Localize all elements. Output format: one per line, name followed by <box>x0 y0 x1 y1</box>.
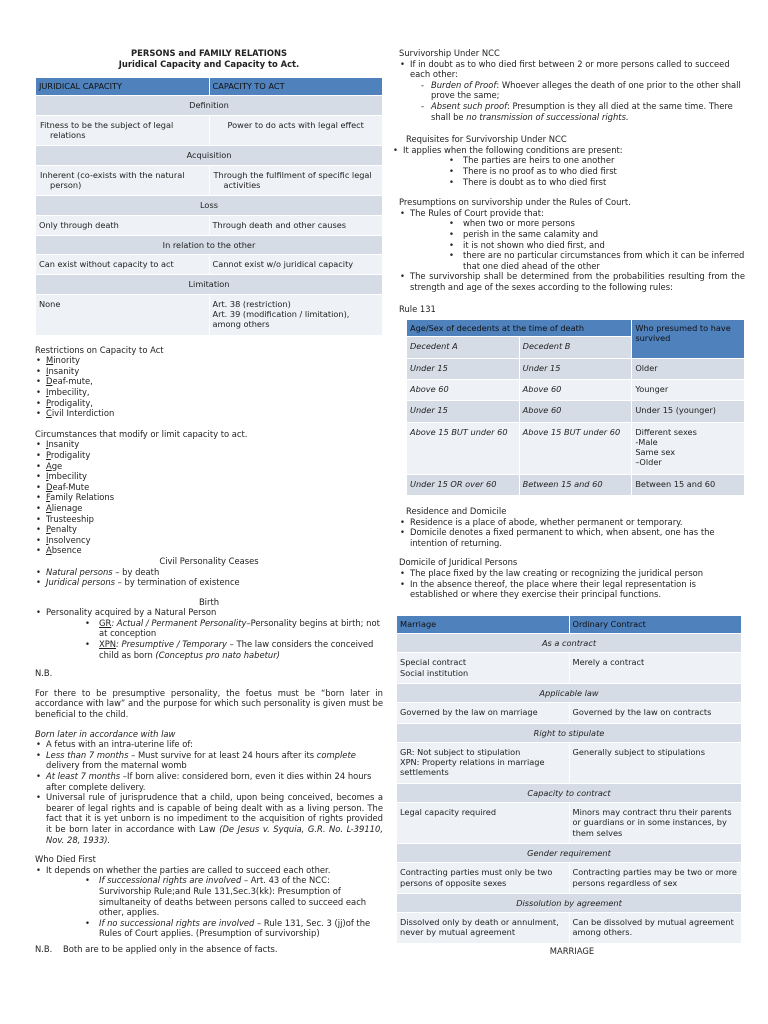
list-item: • Personality acquired by a Natural Person <box>35 607 383 618</box>
section-title: Acquisition <box>36 146 383 165</box>
item-text: : Whoever alleges the death of one prior to the other shall prove the same; <box>431 79 741 101</box>
list-item <box>35 355 383 366</box>
table-cell: Can be dissolved by mutual agreement among others. <box>569 913 742 944</box>
item-label: Natural persons <box>46 566 113 577</box>
surv-ncc-list <box>399 59 745 80</box>
table-cell: Under 15 <box>407 358 520 379</box>
section-row <box>397 893 742 912</box>
table-cell: Fitness to be the subject of legal relations <box>36 115 210 146</box>
gr-italic: : Actual / Permanent Personality <box>111 617 247 628</box>
dom-title: Domicile of Juridical Persons <box>399 557 518 568</box>
list-item <box>35 918 383 939</box>
item-text: mbecility, <box>48 387 90 398</box>
list-item: • when two or more persons <box>399 218 745 229</box>
item-initial: I <box>46 471 49 482</box>
list-item: • The place fixed by the law creating or recognizing the juridical person <box>399 568 745 579</box>
xpn-italic: : Presumptive / Temporary <box>116 639 228 650</box>
surv-ncc-sublist <box>399 80 745 122</box>
civil-ceases-title: Civil Personality Ceases <box>159 555 259 566</box>
birth-title: Birth <box>198 596 220 607</box>
nb2-text: Both are to be applied only in the absence of facts. <box>63 943 278 954</box>
table-cell: Inherent (co-exists with the natural person) <box>36 165 210 196</box>
item-text: nsanity <box>48 365 80 376</box>
list-item <box>35 503 383 514</box>
section-title: Right to stipulate <box>397 723 742 742</box>
item-text: nsanity <box>48 439 80 450</box>
section-row <box>397 843 742 862</box>
item-text: rodigality, <box>50 397 93 408</box>
table-cell: Special contract Social institution <box>397 653 570 684</box>
rule131-table <box>406 319 745 496</box>
table-header: Marriage <box>397 615 570 633</box>
rule131-label: Rule 131 <box>399 304 436 315</box>
list-item <box>35 567 383 578</box>
xpn-latin: (Conceptus pro nato habetur) <box>155 649 280 660</box>
item-text: mbecility <box>48 471 87 482</box>
section-row <box>397 634 742 653</box>
civil-ceases-list <box>35 567 383 588</box>
req-sublist <box>399 155 745 187</box>
table-cell: Dissolved only by death or annulment, never by mutual agreement <box>397 913 570 944</box>
list-item: • If in doubt as to who died first between 2 or more persons called to succeed each other: <box>399 59 745 80</box>
item-text: delivery from the maternal womb <box>46 760 187 771</box>
item-italic: At least 7 months <box>46 771 121 782</box>
list-item <box>35 376 383 387</box>
item-text: – Rule 131, Sec. 3 ( <box>254 917 338 928</box>
item-text: ge <box>51 460 63 471</box>
list-item <box>35 545 383 556</box>
item-italic: complete <box>316 749 356 760</box>
list-item: • There is doubt as to who died first <box>399 177 745 188</box>
table-cell: Contracting parties may be two or more persons regardless of sex <box>569 863 742 894</box>
marriage-table <box>396 615 742 944</box>
list-item: • it is not shown who died first, and <box>399 240 745 251</box>
list-item: • A fetus with an intra-uterine life of: <box>35 739 383 750</box>
table-row <box>407 474 745 495</box>
item-text: ivil Interdiction <box>51 408 115 419</box>
nb2-label: N.B. <box>35 943 53 954</box>
item-italic: If successional rights are involved <box>99 875 242 886</box>
list-item: • there are no particular circumstances from which it can be inferred that one died ahead of the other <box>399 250 745 271</box>
section-row <box>397 783 742 802</box>
table-cell: Between 15 and 60 <box>632 474 745 495</box>
who-died-title: Who Died First <box>35 854 96 865</box>
table-row <box>407 422 745 474</box>
footer-label: MARRIAGE <box>549 945 595 956</box>
table-row <box>397 803 742 844</box>
table-cell: Under 15 <box>519 358 632 379</box>
nb2-paragraph <box>35 944 383 955</box>
item-text: nsolvency <box>48 534 91 545</box>
list-item <box>35 771 383 792</box>
list-item <box>35 450 383 461</box>
table-row <box>397 703 742 723</box>
item-text: amily Relations <box>50 492 115 503</box>
table-cell: Above 60 <box>407 379 520 400</box>
right-column <box>399 0 745 956</box>
item-text: rodigality <box>50 449 91 460</box>
table-cell: Governed by the law on contracts <box>569 703 742 723</box>
item-italic: Absent such proof <box>431 100 508 111</box>
item-initial: I <box>46 387 49 398</box>
page-title: PERSONS and FAMILY RELATIONS <box>131 48 287 58</box>
table-cell: Under 15 OR over 60 <box>407 474 520 495</box>
list-item: • In the absence thereof, the place where their legal representation is established or where they exercise their principal functions. <box>399 579 745 600</box>
item-text: Trusteeship <box>46 513 94 524</box>
item-text: eaf-mute, <box>52 376 93 387</box>
list-item <box>35 471 383 482</box>
list-item <box>35 387 383 398</box>
xpn-label: XPN <box>99 639 117 650</box>
birth-sublist <box>35 618 383 660</box>
item-text: enalty <box>50 524 77 535</box>
table-header: Decedent A <box>407 337 520 358</box>
pres-list <box>399 208 745 219</box>
list-item <box>399 80 745 101</box>
xpn-text: – The law considers the conceived child as born <box>99 639 374 660</box>
section-row <box>397 723 742 742</box>
list-item <box>35 639 383 660</box>
item-initial: A <box>46 545 52 556</box>
item-text: –If born alive: considered born, even it dies within 24 hours after complete delivery. <box>46 771 372 792</box>
table-cell: Can exist without capacity to act <box>36 255 210 275</box>
table-cell: Younger <box>632 379 745 400</box>
born-later-title: Born later in accordance with law <box>35 728 176 739</box>
table-cell: Between 15 and 60 <box>519 474 632 495</box>
table-cell: Governed by the law on marriage <box>397 703 570 723</box>
table-row <box>397 863 742 894</box>
modify-title: Circumstances that modify or limit capacity to act. <box>35 428 248 439</box>
table-cell: Only through death <box>36 215 210 235</box>
table-cell: Older <box>632 358 745 379</box>
item-initial: A <box>46 460 52 471</box>
section-row <box>397 683 742 702</box>
item-text: – Art. 43 of the NCC: Survivorship Rule;and Rule 131,Sec.3(kk): Presumption of simultaneity of deaths between persons called to succeed each other, applies. <box>99 875 367 918</box>
item-initial: I <box>46 534 49 545</box>
table-cell: Art. 38 (restriction) Art. 39 (modification / limitation), among others <box>209 294 383 335</box>
item-initial: P <box>46 524 51 535</box>
table-cell: Different sexes -Male Same sex –Older <box>632 422 745 474</box>
list-item <box>35 535 383 546</box>
item-initial: P <box>46 397 51 408</box>
table-cell: Under 15 <box>407 401 520 422</box>
item-initial: I <box>46 365 49 376</box>
list-item <box>35 439 383 450</box>
item-text: eaf-Mute <box>52 481 90 492</box>
table-header: Who presumed to have survived <box>632 320 745 359</box>
list-item <box>35 618 383 639</box>
table-cell: Above 15 BUT under 60 <box>519 422 632 474</box>
req-list <box>399 145 745 156</box>
section-title: In relation to the other <box>36 235 383 254</box>
list-item <box>35 492 383 503</box>
list-item: • There is no proof as to who died first <box>399 166 745 177</box>
item-text: – Must survive for at least 24 hours after its <box>128 749 317 760</box>
table-cell: Above 60 <box>519 379 632 400</box>
table-cell: Through death and other causes <box>209 215 383 235</box>
list-item <box>35 792 383 845</box>
list-item: • It depends on whether the parties are called to succeed each other. <box>35 865 383 876</box>
page-subtitle: Juridical Capacity and Capacity to Act. <box>118 58 300 69</box>
table-cell: Through the fulfilment of specific legal activities <box>209 165 383 196</box>
nb-label: N.B. <box>35 668 53 679</box>
table-row <box>397 742 742 783</box>
item-italic: Burden of Proof <box>431 79 497 90</box>
list-item <box>399 101 745 122</box>
item-text: inority <box>53 355 81 366</box>
section-title: Applicable law <box>397 683 742 702</box>
list-item <box>35 577 383 588</box>
table-header: CAPACITY TO ACT <box>209 78 383 96</box>
table-cell: Cannot exist w/o juridical capacity <box>209 255 383 275</box>
table-row <box>397 653 742 684</box>
item-text: bsence <box>51 545 82 556</box>
section-title: Limitation <box>36 275 383 294</box>
table-cell: Merely a contract <box>569 653 742 684</box>
table-header: Decedent B <box>519 337 632 358</box>
who-died-list <box>35 865 383 876</box>
item-initial: C <box>46 408 52 419</box>
who-died-sublist <box>35 875 383 939</box>
list-item: • Residence is a place of abode, whether permanent or temporary. <box>399 517 745 528</box>
item-initial: D <box>46 481 53 492</box>
section-title: As a contract <box>397 634 742 653</box>
item-initial: P <box>46 449 51 460</box>
restrictions-title: Restrictions on Capacity to Act <box>35 344 164 355</box>
res-list <box>399 517 745 549</box>
table-cell: Power to do acts with legal effect <box>209 115 383 146</box>
list-item <box>35 524 383 535</box>
section-title: Dissolution by agreement <box>397 893 742 912</box>
restrictions-list <box>35 355 383 419</box>
table-header: Ordinary Contract <box>569 615 742 633</box>
item-text: – by termination of existence <box>115 577 240 588</box>
list-item: • The Rules of Court provide that: <box>399 208 745 219</box>
birth-list <box>35 607 383 618</box>
gr-text: –Personality begins at birth; not at conception <box>99 617 380 639</box>
item-text: )of the Rules of Court applies. (Presumption of survivorship) <box>99 917 371 939</box>
list-item <box>35 750 383 771</box>
table-cell: Contracting parties must only be two persons of opposite sexes <box>397 863 570 894</box>
table-row <box>407 358 745 379</box>
surv-ncc-title: Survivorship Under NCC <box>399 48 500 58</box>
presumptive-paragraph: For there to be presumptive personality, the foetus must be “born later in accordance with law” and the purpose for which such personality is given must be beneficial to the child. <box>35 687 383 720</box>
section-title: Loss <box>36 196 383 215</box>
list-item: • It applies when the following conditions are present: <box>392 145 745 156</box>
item-initial: F <box>46 492 51 503</box>
section-title: Gender requirement <box>397 843 742 862</box>
list-item <box>35 514 383 525</box>
table-cell: Above 15 BUT under 60 <box>407 422 520 474</box>
item-italic: no transmission of successional rights. <box>466 111 629 122</box>
item-text: : Presumption is they all died at the same time. There shall be <box>431 100 733 122</box>
table-row <box>407 401 745 422</box>
table-cell: Generally subject to stipulations <box>569 742 742 783</box>
item-initial: D <box>46 376 53 387</box>
list-item <box>35 482 383 493</box>
list-item: • The parties are heirs to one another <box>399 155 745 166</box>
item-text: lienage <box>51 502 83 513</box>
left-column <box>35 0 383 955</box>
table-row <box>407 379 745 400</box>
item-underline: jj <box>337 917 343 928</box>
modify-list <box>35 439 383 556</box>
list-item <box>35 408 383 419</box>
table-cell: Above 60 <box>519 401 632 422</box>
item-italic: Less than 7 months <box>46 749 129 760</box>
table-cell: Legal capacity required <box>397 803 570 844</box>
item-initial: A <box>46 502 52 513</box>
table-header: Age/Sex of decedents at the time of death <box>407 320 632 337</box>
table-header: JURIDICAL CAPACITY <box>36 78 210 96</box>
res-title: Residence and Domicile <box>406 506 507 517</box>
list-item: • Domicile denotes a fixed permanent to which, when absent, one has the intention of returning. <box>399 527 745 548</box>
item-italic: If no successional rights are involved <box>99 917 255 928</box>
req-title: Requisites for Survivorship Under NCC <box>406 134 567 145</box>
capacity-table <box>35 77 383 335</box>
list-item: • The survivorship shall be determined from the probabilities resulting from the strength and age of the sexes according to the following rules: <box>399 271 745 292</box>
table-row <box>397 913 742 944</box>
item-label: Juridical persons <box>46 577 115 588</box>
pres-sublist <box>399 218 745 271</box>
dom-list <box>399 568 745 600</box>
table-cell: None <box>36 294 210 335</box>
list-item <box>35 366 383 377</box>
section-title: Definition <box>36 96 383 115</box>
table-cell: GR: Not subject to stipulation XPN: Property relations in marriage settlements <box>397 742 570 783</box>
list-item: • perish in the same calamity and <box>399 229 745 240</box>
list-item <box>35 875 383 917</box>
born-later-list <box>35 739 383 845</box>
list-item <box>35 461 383 472</box>
pres-list-2 <box>399 271 745 292</box>
list-item <box>35 398 383 409</box>
pres-title: Presumptions on survivorship under the Rules of Court. <box>399 197 631 208</box>
table-cell: Under 15 (younger) <box>632 401 745 422</box>
item-text: – by death <box>112 566 160 577</box>
item-initial: M <box>46 355 54 366</box>
item-citation: (De Jesus v. Syquia, G.R. No. L-39110, Nov. 28, 1933). <box>46 823 383 845</box>
table-cell: Minors may contract thru their parents or guardians or in some instances, by them selves <box>569 803 742 844</box>
item-text: Universal rule of jurisprudence that a child, upon being conceived, becomes a bearer of legal rights and is capable of being dealt with as a living person. The fact that it is yet unborn is no impediment to the acquisition of rights provided it be born later in accordance with Law <box>46 792 383 834</box>
gr-label: GR <box>99 617 112 628</box>
item-initial: I <box>46 439 49 450</box>
section-title: Capacity to contract <box>397 783 742 802</box>
